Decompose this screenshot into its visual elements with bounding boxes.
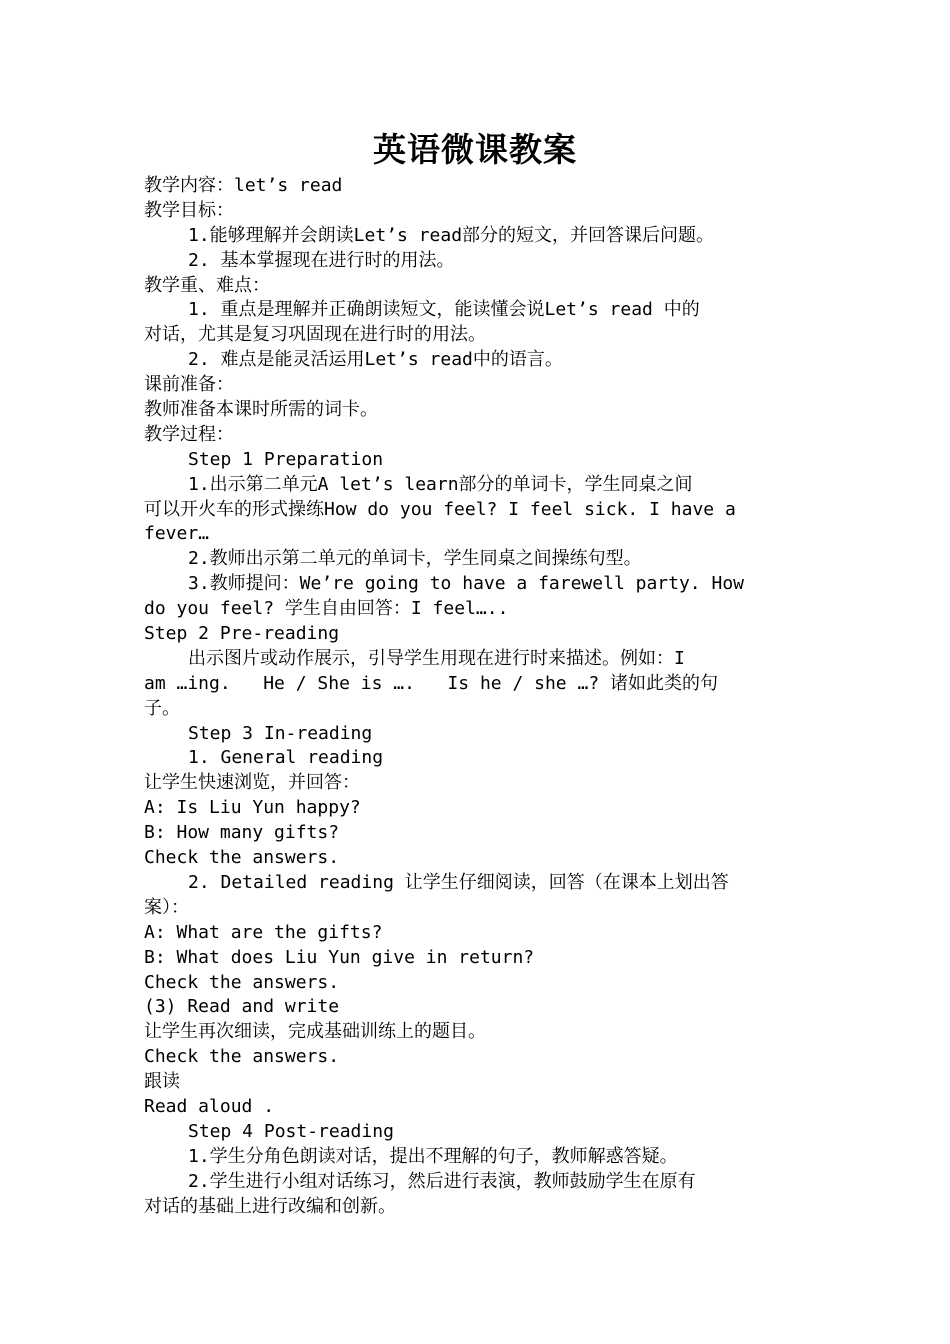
text-line: 1.能够理解并会朗读Let’s read部分的短文，并回答课后问题。 xyxy=(188,224,715,246)
text-line: Step 1 Preparation xyxy=(188,448,384,470)
text-line: 2.学生进行小组对话练习，然后进行表演，教师鼓励学生在原有 xyxy=(188,1170,696,1192)
text-line: do you feel? 学生自由回答：I feel….. xyxy=(144,598,520,620)
text-line: 让学生再次细读，完成基础训练上的题目。 xyxy=(144,1021,486,1043)
text-line: 教学过程： xyxy=(144,423,234,445)
text-line: (3) Read and write xyxy=(144,996,340,1018)
text-line: 子。 xyxy=(144,697,180,719)
text-line: B: What does Liu Yun give in return? xyxy=(144,946,535,968)
text-line: 2. Detailed reading 让学生仔细阅读，回答（在课本上划出答 xyxy=(188,871,729,893)
text-line: Read aloud . xyxy=(144,1095,275,1117)
text-line: 案）： xyxy=(144,896,189,918)
text-line: 对话的基础上进行改编和创新。 xyxy=(144,1195,396,1217)
text-line: am …ing. He / She is …. Is he / she …? 诸如此类的句 xyxy=(144,672,718,694)
text-line: 可以开火车的形式操练How do you feel? I feel sick. I have a xyxy=(144,498,736,520)
text-line: 2. 基本掌握现在进行时的用法。 xyxy=(188,249,455,271)
text-line: 让学生快速浏览，并回答： xyxy=(144,772,360,794)
text-line: 教师准备本课时所需的词卡。 xyxy=(144,399,378,421)
text-line: Check the answers. xyxy=(144,971,340,993)
text-line: Check the answers. xyxy=(144,1046,340,1068)
document-title: 英语微课教案 xyxy=(373,130,577,169)
text-line: 2. 难点是能灵活运用Let’s read中的语言。 xyxy=(188,349,563,371)
text-line: 课前准备： xyxy=(144,374,234,396)
text-line: Step 2 Pre-reading xyxy=(144,623,340,645)
text-line: 1.学生分角色朗读对话，提出不理解的句子，教师解惑答疑。 xyxy=(188,1145,678,1167)
text-line: fever… xyxy=(144,523,210,545)
text-line: 1. General reading xyxy=(188,747,384,769)
text-line: A: What are the gifts? xyxy=(144,921,383,943)
text-line: 2.教师出示第二单元的单词卡，学生同桌之间操练句型。 xyxy=(188,548,642,570)
text-line: 教学重、难点： xyxy=(144,274,270,296)
document-body xyxy=(144,174,824,1219)
text-line: 出示图片或动作展示，引导学生用现在进行时来描述。例如：I xyxy=(188,647,685,669)
text-line: Check the answers. xyxy=(144,847,340,869)
text-line: Step 3 In-reading xyxy=(188,722,373,744)
text-line: 1.出示第二单元A let’s learn部分的单词卡，学生同桌之间 xyxy=(188,473,693,495)
text-line: 1. 重点是理解并正确朗读短文，能读懂会说Let’s read 中的 xyxy=(188,299,700,321)
text-line: 对话，尤其是复习巩固现在进行时的用法。 xyxy=(144,324,486,346)
text-line: Step 4 Post-reading xyxy=(188,1120,394,1142)
text-line: 教学目标： xyxy=(144,199,234,221)
text-line: 跟读 xyxy=(144,1071,180,1093)
text-line: 教学内容：let’s read xyxy=(144,175,343,196)
text-line: 3.教师提问：We’re going to have a farewell party. How xyxy=(188,573,744,595)
text-line: A: Is Liu Yun happy? xyxy=(144,797,361,819)
text-line: B: How many gifts? xyxy=(144,822,340,844)
